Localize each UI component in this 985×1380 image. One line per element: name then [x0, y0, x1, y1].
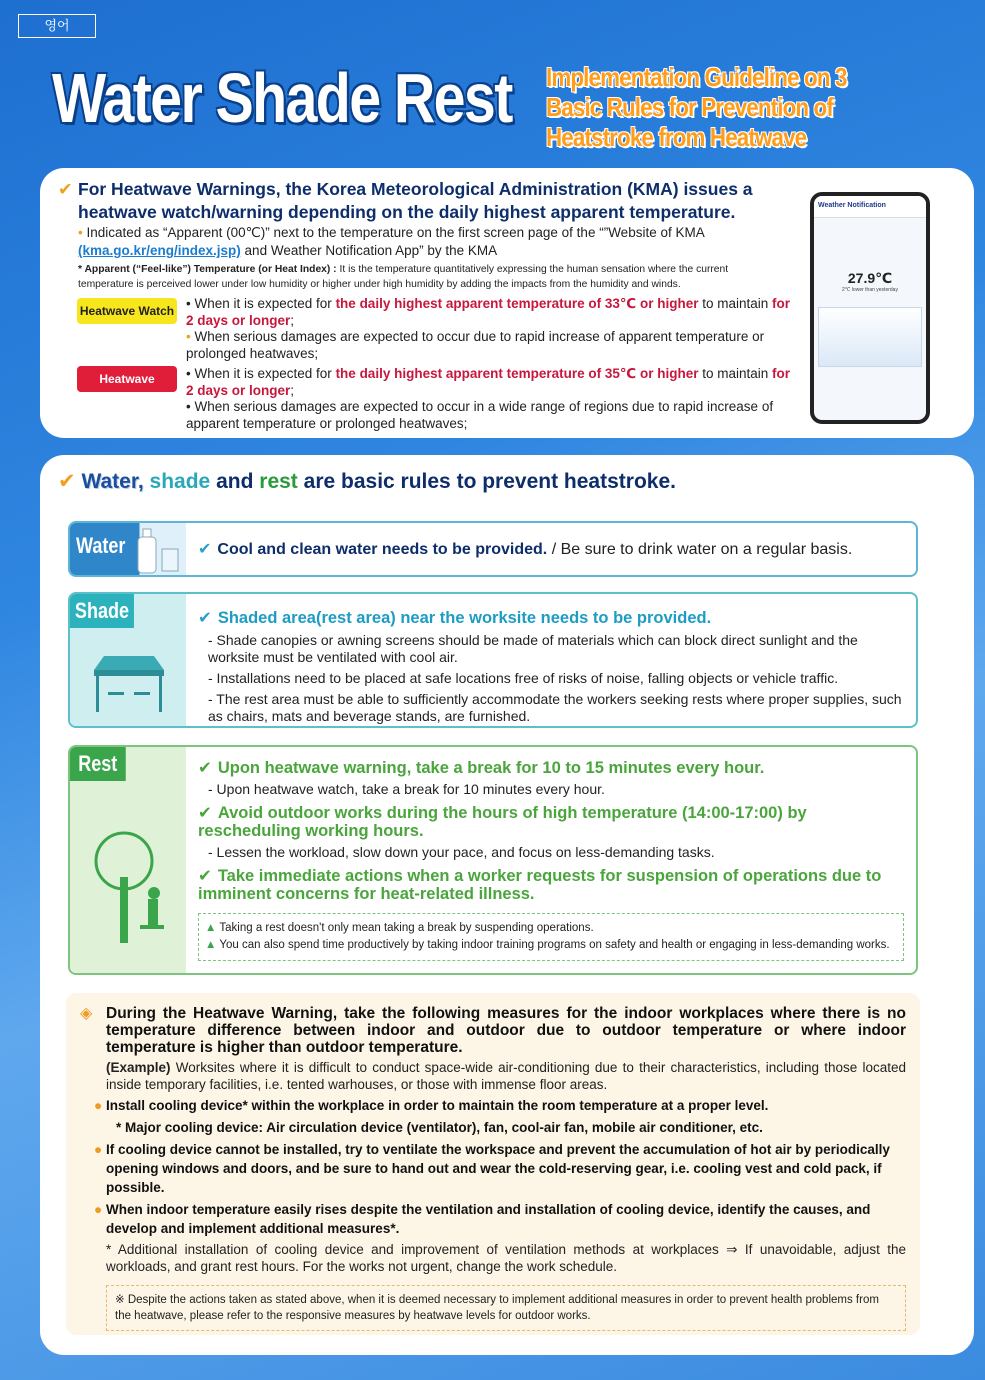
- shade-label: Shade: [70, 594, 134, 628]
- rest-tip-box: [198, 913, 904, 961]
- heading-water: Water,: [81, 470, 144, 493]
- watch-l2: When serious damages are expected to occur due to rapid increase of apparent temperature or prolonged heatwaves;: [186, 329, 765, 361]
- note-text: It is the temperature quantitatively expressing the human sensation where the current temperature is perceived lower under low humidity or higher under high humidity by adding the impacts from the humidity and winds.: [78, 264, 729, 290]
- kma-website-link[interactable]: (kma.go.kr/eng/index.jsp): [78, 243, 241, 258]
- heatwave-watch-badge: Heatwave Watch: [77, 298, 177, 324]
- shade-heading: Shaded area(rest area) near the worksite needs to be provided.: [217, 609, 712, 627]
- checkmark-icon: ✔: [198, 759, 212, 777]
- watch-l1e: ;: [290, 312, 295, 328]
- indoor-item-1-note: * Major cooling device: Air circulation device (ventilator), fan, cool-air fan, mobile air conditioner, etc.: [116, 1120, 763, 1135]
- rest-sub-2: - Lessen the workload, slow down your pace, and focus on less-demanding tasks.: [208, 844, 715, 860]
- shade-item: - The rest area must be able to sufficiently accommodate the workers seeking rests where proper supplies, such as chairs, mats and beverage stands, are furnished.: [208, 691, 902, 724]
- rest-tip-2: You can also spend time productively by taking indoor training programs on safety and health or engaging in less-demanding works.: [219, 939, 890, 951]
- warning-l1e: ;: [290, 382, 295, 398]
- canopy-icon: [84, 652, 174, 714]
- warning-l1b: the daily highest apparent temperature of 35℃ or higher: [335, 366, 699, 381]
- indoor-item-3: [94, 1200, 906, 1238]
- apparent-temp-note: [78, 262, 778, 292]
- kma-panel: [40, 168, 974, 438]
- diamond-icon: ◈: [80, 1005, 93, 1022]
- heading-rest: rest: [259, 470, 298, 493]
- indoor-item-2-text: If cooling device cannot be installed, try to ventilate the workspace and prevent the accumulation of hot air by periodically opening windows and doors, and be sure to hand out and wear the cold-reserving gear, i.e. cooling vest and cold pack, if possible.: [106, 1142, 890, 1195]
- phone-temp-sub: 2℃ lower than yesterday: [842, 287, 898, 293]
- phone-app-title: Weather Notification: [814, 196, 926, 218]
- water-rule-text: [198, 539, 904, 559]
- checkmark-icon: ✔: [198, 541, 212, 558]
- water-label: Water: [76, 533, 126, 558]
- language-tag: 영어: [18, 14, 96, 38]
- rest-side: [70, 747, 186, 973]
- triangle-icon: ▲: [205, 939, 217, 951]
- warning-criteria: • When it is expected for the daily highest apparent temperature of 35℃ or higher to maintain for 2 days or longer; • When serious damages are expected to occur in a wide range of regions due to rapid increase of apparent temperature or prolonged heatwaves;: [186, 366, 791, 431]
- indoor-final-note: ※ Despite the actions taken as stated above, when it is deemed necessary to implement additional measures in order to prevent health problems from the heatwave, please refer to the responsive measures by heatwave levels for outdoor works.: [106, 1285, 906, 1331]
- warning-l1c: to maintain: [698, 366, 773, 381]
- water-bold: Cool and clean water needs to be provided.: [217, 541, 548, 558]
- rest-heading-3: Take immediate actions when a worker requests for suspension of operations due to imminent concerns for heat-related illness.: [198, 867, 882, 903]
- weather-app-phone-image: [810, 192, 930, 424]
- indoor-item-3-text: When indoor temperature easily rises despite the ventilation and installation of cooling device, identify the causes, and develop and implement additional measures*.: [106, 1202, 871, 1236]
- warning-l1a: When it is expected for: [194, 366, 336, 381]
- heading-and: and: [216, 470, 254, 493]
- kma-bullet: [78, 224, 778, 260]
- indoor-item-2: [94, 1140, 906, 1197]
- rest-label: Rest: [70, 747, 126, 781]
- shade-side: [70, 594, 186, 726]
- rules-heading: [58, 469, 676, 494]
- phone-forecast-chart: [818, 307, 922, 367]
- water-bottle-icon: [134, 525, 182, 575]
- rest-rule-box: [68, 745, 918, 975]
- bullet-dot-icon: ●: [94, 1202, 103, 1217]
- check-icon: ✔: [58, 470, 76, 493]
- tree-rest-icon: [84, 827, 176, 947]
- kma-heading: [58, 178, 778, 224]
- water-side: [70, 523, 186, 575]
- shade-item: - Shade canopies or awning screens should be made of materials which can block direct sunlight and the worksite must be ventilated with cool air.: [208, 632, 858, 665]
- watch-l1b: the daily highest apparent temperature of 33℃ or higher: [335, 296, 699, 311]
- watch-criteria: • When it is expected for the daily highest apparent temperature of 33℃ or higher to maintain for 2 days or longer; • When serious damages are expected to occur due to rapid increase of apparent temperature or prolonged heatwaves;: [186, 296, 791, 361]
- indoor-item-1: [94, 1096, 906, 1115]
- phone-temperature: 27.9℃: [847, 270, 893, 286]
- rest-heading-1: Upon heatwave warning, take a break for 10 to 15 minutes every hour.: [217, 759, 765, 777]
- rest-sub-1: - Upon heatwave watch, take a break for 10 minutes every hour.: [208, 781, 605, 797]
- kma-heading-text: For Heatwave Warnings, the Korea Meteorological Administration (KMA) issues a heatwave watch/warning depending on the daily highest apparent temperature.: [78, 179, 753, 222]
- indoor-example: [106, 1059, 906, 1093]
- rules-panel: [40, 455, 974, 1355]
- water-rule-box: [68, 521, 918, 577]
- shade-item: - Installations need to be placed at safe locations free of risks of noise, falling objects or vehicle traffic.: [208, 670, 839, 686]
- rest-rule-text: [198, 759, 904, 961]
- checkmark-icon: ✔: [198, 609, 212, 627]
- kma-bullet-text: Indicated as “Apparent (00℃)” next to the temperature on the first screen page of the “”Website of KMA: [86, 225, 704, 240]
- water-rest: / Be sure to drink water on a regular basis.: [547, 541, 853, 558]
- kma-bullet-tail: and Weather Notification App” by the KMA: [240, 243, 498, 258]
- check-icon: ✔: [58, 179, 73, 199]
- shade-rule-text: [198, 608, 904, 725]
- indoor-heading-text: During the Heatwave Warning, take the following measures for the indoor workplaces where there is no temperature difference between indoor and outdoor due to outdoor temperature or where indoor temperature is higher than outdoor temperature.: [106, 1005, 906, 1056]
- triangle-icon: ▲: [205, 922, 217, 934]
- indoor-item-1-text: Install cooling device* within the workplace in order to maintain the room temperature at a proper level.: [106, 1098, 769, 1113]
- checkmark-icon: ✔: [198, 867, 212, 885]
- bullet-dot-icon: ●: [94, 1098, 103, 1113]
- bullet-dot-icon: ●: [94, 1142, 103, 1157]
- heatwave-warning-badge: Heatwave Warning: [77, 366, 177, 392]
- indoor-measures-box: [66, 993, 920, 1335]
- indoor-heading: [80, 1005, 906, 1056]
- example-text: Worksites where it is difficult to conduct space-wide air-conditioning due to their characteristics, including those located inside temporary facilities, i.e. tented warhouses, or those with immense floor areas.: [106, 1060, 906, 1092]
- note-label: * Apparent (“Feel-like”) Temperature (or Heat Index) :: [78, 264, 340, 275]
- example-label: (Example): [106, 1060, 171, 1075]
- heading-tail: are basic rules to prevent heatstroke.: [297, 470, 676, 493]
- warning-l2: When serious damages are expected to occur in a wide range of regions due to rapid increase of apparent temperature or prolonged heatwaves;: [186, 399, 774, 431]
- bullet-dot-icon: •: [78, 225, 83, 240]
- rest-tip-1: Taking a rest doesn't only mean taking a break by suspending operations.: [219, 922, 594, 934]
- shade-rule-box: [68, 592, 918, 728]
- watch-l1a: When it is expected for: [194, 296, 336, 311]
- warning-l1d: for 2 days or longer: [186, 366, 791, 398]
- watch-l1c: to maintain: [698, 296, 773, 311]
- checkmark-icon: ✔: [198, 804, 212, 822]
- page-title: Water Shade Rest: [52, 59, 512, 137]
- indoor-additional-note: * Additional installation of cooling device and improvement of ventilation methods at workplaces ⇒ If unavoidable, adjust the workloads, and grant rest hours. For the works not urgent, change the work schedule.: [106, 1242, 906, 1274]
- page-subtitle: Implementation Guideline on 3 Basic Rules for Prevention of Heatstroke from Heatwave: [546, 62, 847, 152]
- rest-heading-2: Avoid outdoor works during the hours of high temperature (14:00-17:00) by rescheduling working hours.: [198, 804, 807, 840]
- heading-shade: shade: [149, 470, 211, 493]
- watch-l1d: for 2 days or longer: [186, 296, 791, 328]
